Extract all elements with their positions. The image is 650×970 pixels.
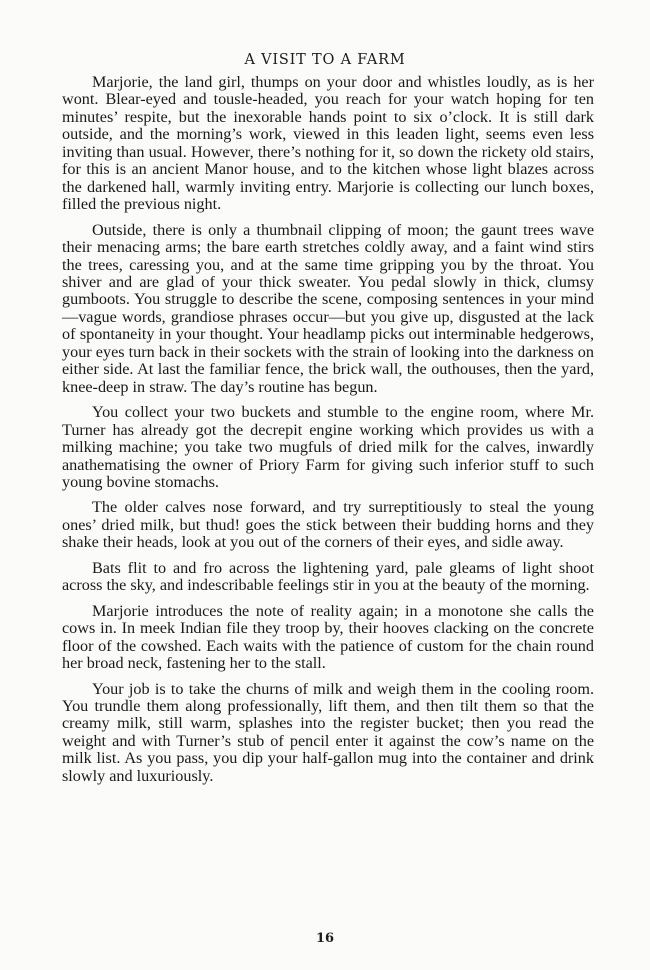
paragraph-1: Marjorie, the land girl, thumps on your door and whistles loudly, as is her wont. Blear-eyed and tousle-headed, you reach for your watch hoping for ten minutes’ respite, but the inexorable hands point to six o’clock. It is still dark outside, and the morning’s work, viewed in this leaden light, seems even less inviting than usual. However, there’s nothing for it, so down the rickety old stairs, for this is an ancient Manor house, and to the kitchen whose light blazes across the darkened hall, warmly inviting entry. Marjorie is collecting our lunch boxes, filled the previous night. [62, 73, 594, 214]
article-title: A VISIT TO A FARM [244, 52, 406, 68]
paragraph-5: Bats flit to and fro across the lightening yard, pale gleams of light shoot across the sky, and indescribable feelings stir in you at the beauty of the morning. [62, 558, 594, 595]
article-body [62, 74, 594, 785]
paragraph-4: The older calves nose forward, and try surreptitiously to steal the young ones’ dried milk, but thud! goes the stick between their budding horns and they shake their heads, look at you out of the corners of their eyes, and sidle away. [62, 498, 594, 552]
paragraph-6: Marjorie introduces the note of reality again; in a monotone she calls the cows in. In meek Indian file they troop by, their hooves clacking on the concrete floor of the cowshed. Each waits with the patience of custom for the chain round her broad neck, fastening her to the stall. [62, 601, 594, 673]
page-number: 16 [315, 931, 335, 946]
paragraph-2: Outside, there is only a thumbnail clipping of moon; the gaunt trees wave their menacing arms; the bare earth stretches coldly away, and a faint wind stirs the trees, caressing you, and at the same time gripping you by the throat. You shiver and are glad of your thick sweater. You pedal slowly in thick, clumsy gumboots. You struggle to describe the scene, composing sentences in your mind—vague words, grandiose phrases occur—but you give up, disgusted at the lack of spontaneity in your thought. Your headlamp picks out interminable hedgerows, your eyes turn back in their sockets with the strain of looking into the darkness on either side. At last the familiar fence, the brick wall, the outhouses, then the yard, knee-deep in straw. The day’s routine has begun. [62, 220, 594, 396]
paragraph-3: You collect your two buckets and stumble to the engine room, where Mr. Turner has already got the decrepit engine working which provides us with a milking machine; you take two mugfuls of dried milk for the calves, inwardly anathematising the owner of Priory Farm for giving such inferior stuff to such young bovine stomachs. [62, 403, 594, 491]
paragraph-7: Your job is to take the churns of milk and weigh them in the cooling room. You trundle them along professionally, lift them, and then tilt them so that the creamy milk, still warm, splashes into the register bucket; then you read the weight and with Turner’s stub of pencil enter it against the cow’s name on the milk list. As you pass, you dip your half-gallon mug into the container and drink slowly and luxuriously. [62, 679, 594, 785]
